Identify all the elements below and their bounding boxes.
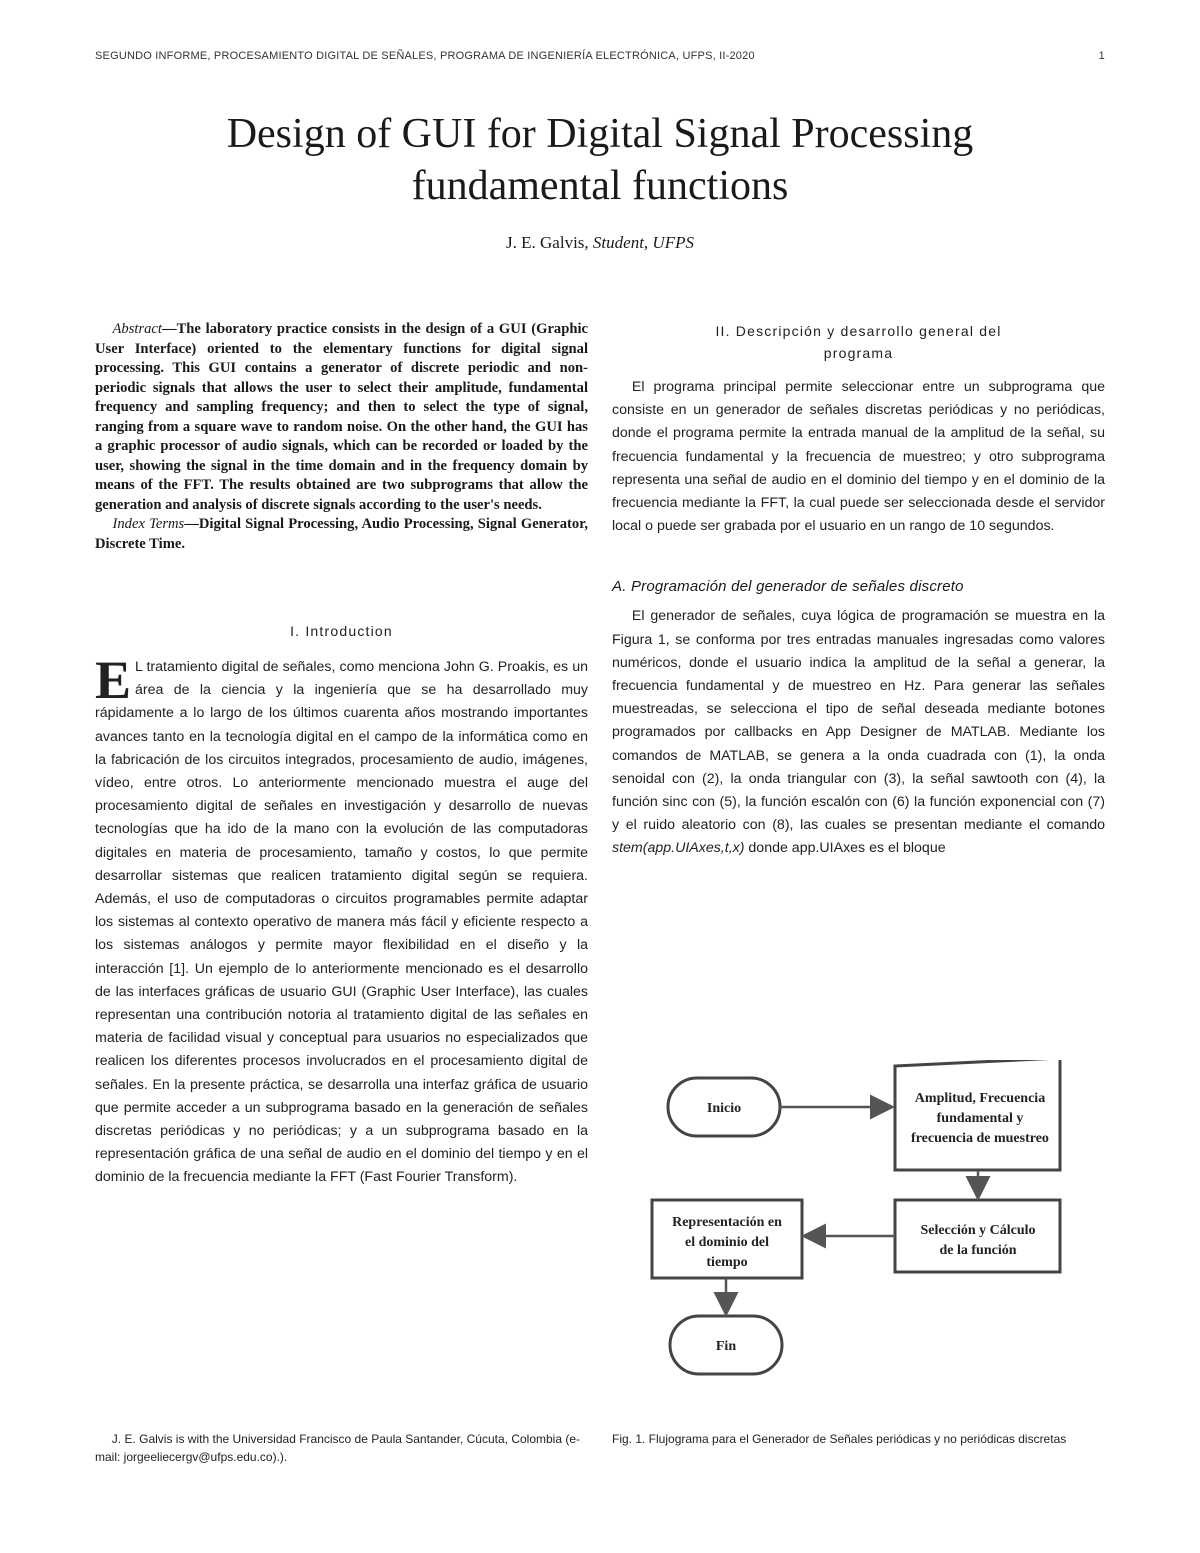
running-head-text: SEGUNDO INFORME, PROCESAMIENTO DIGITAL DE SEÑALES, PROGRAMA DE INGENIERÍA ELECTRÓNICA, UFPS, II-2020	[95, 50, 755, 62]
subsection-a-heading: A. Programación del generador de señales discreto	[612, 578, 964, 596]
section-2-body: El programa principal permite seleccionar entre un subprograma que consiste en un generador de señales discretas periódicas y no periódicas, donde el programa permite la entrada manual de la amplitud de la señal, su frecuencia fundamental y la frecuencia de muestreo; y otro subprograma representa una señal de audio en el dominio del tiempo y en el dominio de la frecuencia mediante la FFT, la cual puede ser seleccionada desde el servidor local o puede ser grabada por el usuario en un rango de 10 segundos.	[612, 379, 1105, 535]
selection-label-2: de la función	[939, 1243, 1017, 1258]
index-terms-label: Index Terms	[112, 516, 185, 532]
page-number: 1	[1098, 50, 1105, 62]
left-column	[95, 320, 588, 1190]
section-1-text: L tratamiento digital de señales, como menciona John G. Proakis, es un área de la ciencia y la ingeniería que se ha desarrollado muy rápidamente a lo largo de los últimos cuarenta años mostrando importantes avances tanto en la tecnología digital en el campo de la informática como en la fabricación de los circuitos integrados, procesamiento de audio, imágenes, vídeo, entre otros. Lo anteriormente mencionado muestra el auge del procesamiento digital de señales en investigación y desarrollo de nuevas tecnologías que ha ido de la mano con la evolución de las computadoras digitales en materia de procesamiento, tamaño y costos, lo que permite desarrollar sistemas que realicen tratamiento digital según se requiera. Además, el uso de computadoras o circuitos programables permite adaptar los sistemas al contexto operativo de manera más fácil y eficiente respecto a los sistemas análogos y permite mayor flexibilidad en el diseño y la interacción [1]. Un ejemplo de lo anteriormente mencionado es el desarrollo de las interfaces gráficas de usuario GUI (Graphic User Interface), las cuales representan una contribución notoria al tratamiento digital de las señales en materia de facilidad visual y conceptual para usuarios no especializados que realicen los diferentes procesos involucrados en el procesamiento digital de señales. En la presente práctica, se desarrolla una interfaz gráfica de usuario que permite acceder a un subprograma basado en la generación de señales discretas periódicas y no periódicas; y a un subprograma basado en la representación gráfica de una señal de audio en el dominio del tiempo y en el dominio de la frecuencia mediante la FFT (Fast Fourier Transform).	[95, 659, 588, 1186]
section-1-body	[95, 650, 588, 1190]
section-2-heading-line-1: II. Descripción y desarrollo general del	[715, 323, 1002, 339]
subsection-a-body	[612, 605, 1105, 860]
representation-label-3: tiempo	[706, 1255, 748, 1270]
figure-1-caption: Fig. 1. Flujograma para el Generador de Señales periódicas y no periódicas discretas	[612, 1432, 1067, 1446]
representation-label-1: Representación en	[672, 1215, 782, 1230]
flowchart-svg	[640, 1060, 1100, 1390]
representation-label-2: el dominio del	[684, 1235, 770, 1250]
input-label-2: fundamental y	[936, 1111, 1024, 1126]
title-line-1: Design of GUI for Digital Signal Processing	[226, 111, 974, 157]
running-head	[95, 50, 1105, 62]
right-column	[612, 320, 1105, 861]
end-label: Fin	[715, 1339, 737, 1354]
section-2-heading-line-2: programa	[823, 345, 894, 361]
abstract-label: Abstract	[112, 321, 162, 337]
section-1-heading: I. Introduction	[290, 623, 393, 639]
input-label-3: frecuencia de muestreo	[911, 1131, 1049, 1146]
index-terms-text: —Digital Signal Processing, Audio Processing, Signal Generator, Discrete Time.	[95, 516, 588, 552]
selection-label-1: Selección y Cálculo	[920, 1223, 1036, 1238]
inline-code: stem(app.UIAxes,t,x)	[612, 840, 745, 857]
input-label-1: Amplitud, Frecuencia	[914, 1091, 1046, 1106]
author-line	[100, 233, 1100, 253]
author-name: J. E. Galvis,	[506, 233, 589, 252]
subsection-a-text-before: El generador de señales, cuya lógica de programación se muestra en la Figura 1, se conforma por tres entradas manuales ingresadas como valores numéricos, donde el usuario indica la amplitud de la señal a generar, la frecuencia fundamental y de muestreo en Hz. Para generar las señales muestreadas, se selecciona el tipo de señal deseada mediante botones programados por callbacks en App Designer de MATLAB. Mediante los comandos de MATLAB, se genera a la onda cuadrada con (1), la onda senoidal con (2), la onda triangular con (3), la señal sawtooth con (4), la función sinc con (5), la función escalón con (6) la función exponencial con (7) y el ruido aleatorio con (8), las cuales se presentan mediante el comando	[612, 608, 1105, 834]
dropcap: E	[95, 650, 132, 710]
section-2-heading	[612, 320, 1105, 364]
paper-title	[100, 108, 1100, 212]
subsection-a-text-after: donde app.UIAxes es el bloque	[744, 840, 946, 857]
title-line-2: fundamental functions	[411, 163, 789, 209]
author-affiliation: Student, UFPS	[592, 233, 694, 252]
abstract	[95, 320, 588, 554]
start-label: Inicio	[706, 1101, 742, 1116]
author-footnote: J. E. Galvis is with the Universidad Francisco de Paula Santander, Cúcuta, Colombia (e-mail: jorgeeliecergv@ufps.edu.co).).	[95, 1432, 581, 1464]
abstract-text: —The laboratory practice consists in the design of a GUI (Graphic User Interface) oriented to the elementary functions for digital signal processing. This GUI contains a generator of discrete periodic and non-periodic signals that allows the user to select their amplitude, fundamental frequency and sampling frequency; and then to select the type of signal, ranging from a square wave to random noise. On the other hand, the GUI has a graphic processor of audio signals, which can be recorded or loaded by the user, showing the signal in the time domain and in the frequency domain by means of the FFT. The results obtained are two subprograms that allow the generation and analysis of discrete signals according to the user's needs.	[95, 321, 588, 513]
figure-1-flowchart	[640, 1060, 1100, 1390]
